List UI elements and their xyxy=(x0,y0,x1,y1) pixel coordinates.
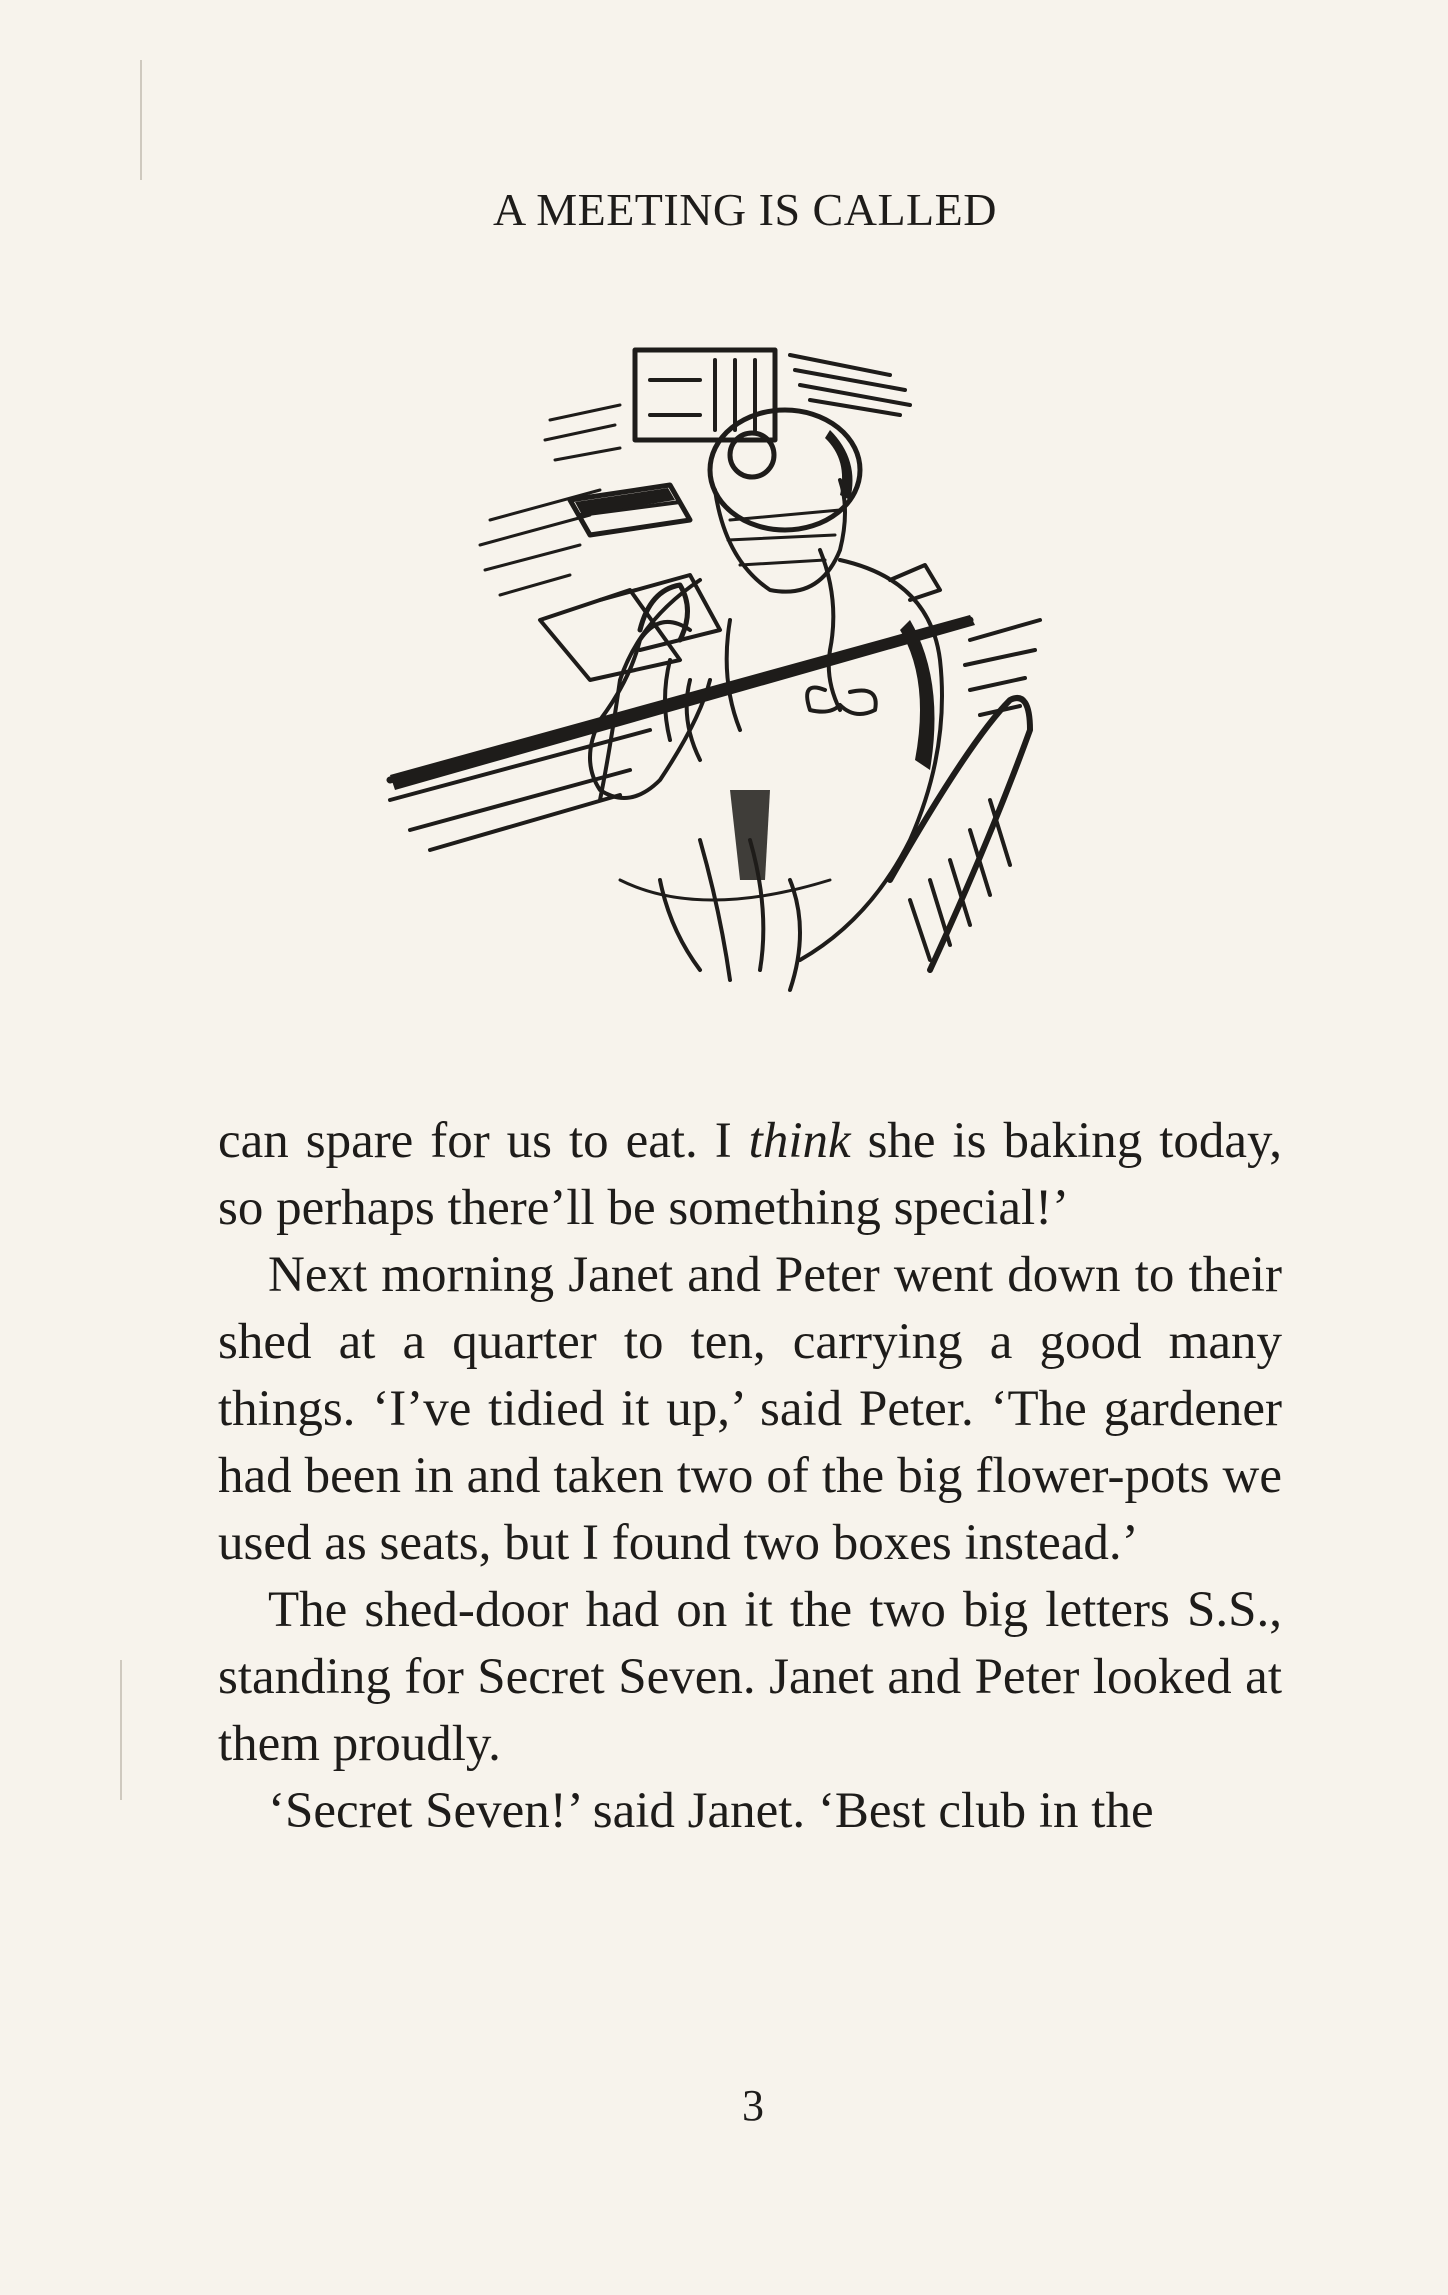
text-run: she is baking today, so perhaps there’ll be something special!’ xyxy=(218,1113,1282,1236)
scan-artifact-line xyxy=(140,60,142,180)
paragraph xyxy=(218,1577,1282,1778)
body-text xyxy=(218,1108,1282,1845)
text-run: ‘Secret Seven!’ said Janet. ‘Best club in the xyxy=(268,1783,1154,1839)
text-run: Next morning Janet and Peter went down to their shed at a quarter to ten, carrying a good many things. ‘I’ve tidied it up,’ said Peter. ‘The gardener had been in and taken two of the big flower-pots we used as seats, but I found two boxes instead.’ xyxy=(218,1247,1282,1571)
paragraph xyxy=(218,1108,1282,1242)
text-run: The shed-door had on it the two big letters S.S., standing for Secret Seven. Janet and Peter looked at them proudly. xyxy=(218,1582,1282,1772)
scan-artifact-line xyxy=(120,1660,122,1800)
text-run: can spare for us to eat. I xyxy=(218,1113,749,1169)
italic-text: think xyxy=(748,1113,851,1169)
paragraph xyxy=(218,1242,1282,1577)
running-head: A MEETING IS CALLED xyxy=(493,184,997,235)
girl-writing-at-desk-illustration-icon xyxy=(370,320,1140,1040)
page-number: 3 xyxy=(742,2081,764,2130)
paragraph xyxy=(218,1778,1282,1845)
